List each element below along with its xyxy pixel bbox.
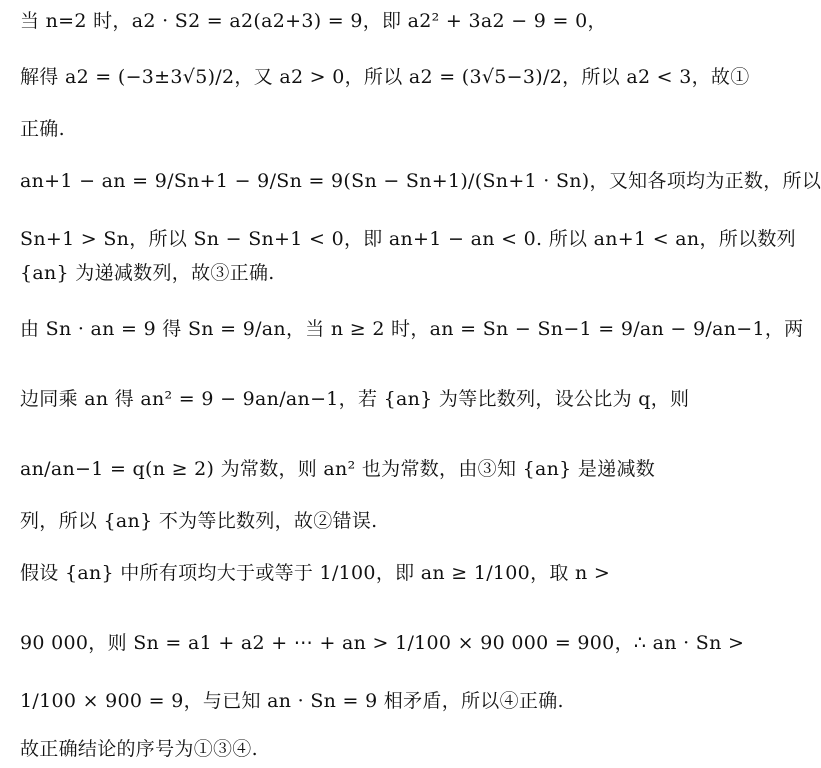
line-12: 90 000，则 Sn = a1 + a2 + ⋯ + an > 1/100 × 90 000 = 900，∴ an · Sn >	[20, 632, 745, 654]
line-13: 1/100 × 900 = 9，与已知 an · Sn = 9 相矛盾，所以④正确.	[20, 690, 564, 712]
line-9: an/an−1 = q(n ≥ 2) 为常数，则 an² 也为常数，由③知 {an} 是递减数	[20, 458, 656, 480]
line-3: 正确.	[20, 118, 65, 140]
line-1: 当 n=2 时，a2 · S2 = a2(a2+3) = 9，即 a2² + 3a2 − 9 = 0，	[20, 10, 607, 32]
line-4: an+1 − an = 9/Sn+1 − 9/Sn = 9(Sn − Sn+1)/(Sn+1 · Sn)，又知各项均为正数，所以	[20, 170, 821, 192]
line-2: 解得 a2 = (−3±3√5)/2，又 a2 > 0，所以 a2 = (3√5−3)/2，所以 a2 < 3，故①	[20, 66, 750, 88]
line-7: 由 Sn · an = 9 得 Sn = 9/an，当 n ≥ 2 时，an = Sn − Sn−1 = 9/an − 9/an−1，两	[20, 318, 804, 340]
line-5: Sn+1 > Sn，所以 Sn − Sn+1 < 0，即 an+1 − an < 0. 所以 an+1 < an，所以数列	[20, 228, 796, 250]
line-10: 列，所以 {an} 不为等比数列，故②错误.	[20, 510, 378, 532]
line-8: 边同乘 an 得 an² = 9 − 9an/an−1，若 {an} 为等比数列，设公比为 q，则	[20, 388, 690, 410]
line-6: {an} 为递减数列，故③正确.	[20, 262, 275, 284]
line-14: 故正确结论的序号为①③④.	[20, 738, 258, 760]
line-11: 假设 {an} 中所有项均大于或等于 1/100，即 an ≥ 1/100，取 n >	[20, 562, 611, 584]
